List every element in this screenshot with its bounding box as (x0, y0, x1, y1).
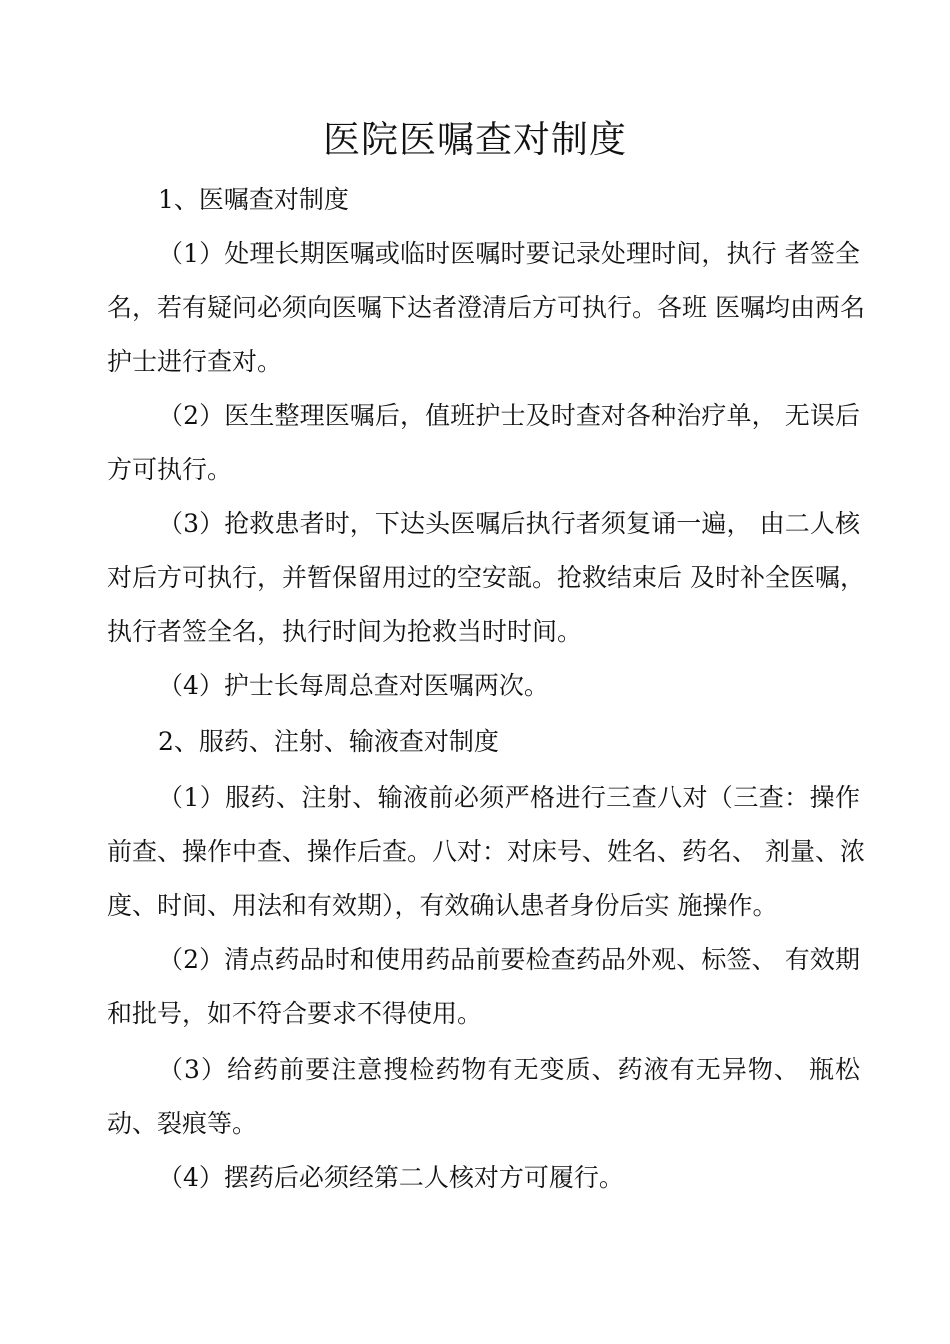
paragraph-line: （2）清点药品时和使用药品前要检查药品外观、标签、 有效期 (158, 945, 860, 974)
section-heading-2: 2、服药、注射、输液查对制度 (158, 727, 499, 756)
paragraph-line: （4）摆药后必须经第二人核对方可履行。 (158, 1163, 624, 1192)
paragraph-line: （3）抢救患者时，下达头医嘱后执行者须复诵一遍， 由二人核 (158, 509, 860, 538)
document-title: 医院医嘱查对制度 (323, 118, 627, 161)
paragraph-line: （2）医生整理医嘱后，值班护士及时查对各种治疗单， 无误后 (158, 401, 860, 430)
paragraph-line: 方可执行。 (107, 455, 233, 484)
paragraph-line: （1）处理长期医嘱或临时医嘱时要记录处理时间，执行 者签全 (158, 239, 860, 268)
paragraph-line: 度、时间、用法和有效期），有效确认患者身份后实 施操作。 (107, 891, 778, 920)
paragraph-line: 名，若有疑问必须向医嘱下达者澄清后方可执行。各班 医嘱均由两名 (107, 293, 865, 322)
paragraph-line: （1）服药、注射、输液前必须严格进行三查八对（三查：操作 (158, 783, 860, 812)
paragraph-line: （3）给药前要注意搜检药物有无变质、药液有无异物、 瓶松 (158, 1055, 860, 1084)
paragraph-line: 动、裂痕等。 (107, 1109, 258, 1138)
paragraph-line: 对后方可执行，并暂保留用过的空安瓿。抢救结束后 及时补全医嘱， (107, 563, 865, 592)
section-heading-1: 1、医嘱查对制度 (158, 185, 349, 214)
paragraph-line: 护士进行查对。 (107, 347, 283, 376)
paragraph-line: 和批号，如不符合要求不得使用。 (107, 999, 483, 1028)
paragraph-line: 前查、操作中查、操作后查。八对：对床号、姓名、药名、 剂量、浓 (107, 837, 865, 866)
paragraph-line: 执行者签全名，执行时间为抢救当时时间。 (107, 617, 583, 646)
paragraph-line: （4）护士长每周总查对医嘱两次。 (158, 671, 549, 700)
